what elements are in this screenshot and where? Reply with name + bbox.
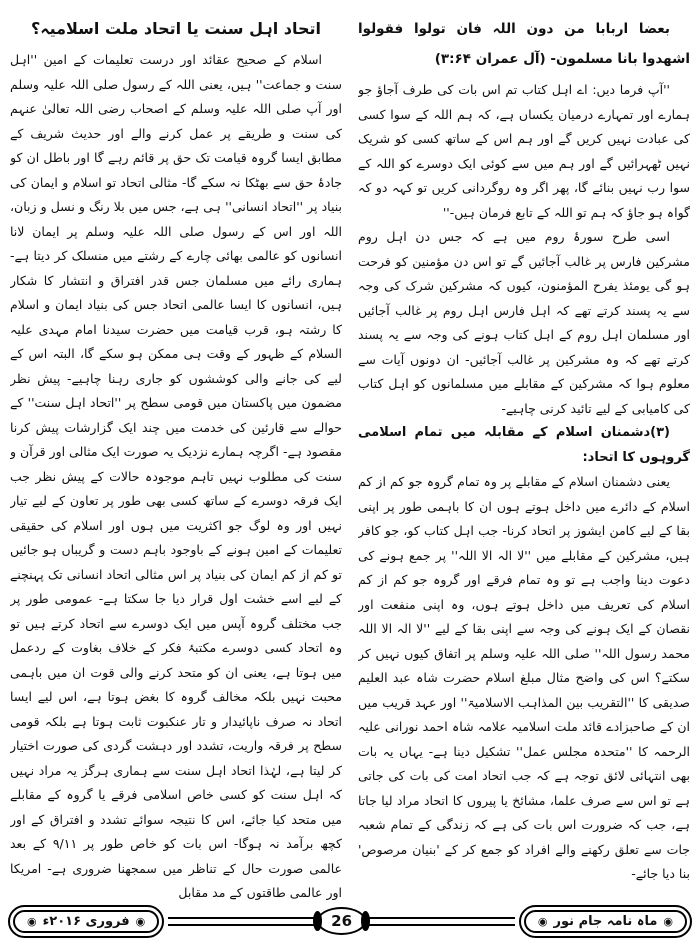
paragraph-verse-translation: ''آپ فرما دیں: اے اہل کتاب تم اس بات کی طرف آجاؤ جو ہمارے اور تمہارے درمیان یکساں ہے، کہ ہم اللہ کے سوا کسی کی عبادت نہیں کریں گے اور ہم اس کے ساتھ کسی کو شریک نہیں ٹھہرائیں گے اور ہم میں سے کوئی ایک دوسرے کو اللہ کے سوا رب نہیں بنائے گا، پھر اگر وہ روگردانی کریں تو کہہ دو کہ گواہ ہو جاؤ کہ ہم تو اللہ کے تابع فرمان ہیں-''	[358, 82, 690, 220]
paragraph-union-of-groups: یعنی دشمنان اسلام کے مقابلے پر وہ تمام گروہ جو کم از کم اسلام کے دائرے میں داخل ہوتے ہوں ان کا باہمی طور پر اپنی بقا کے لیے کامن ایشوز پر اتحاد کرنا- جب اہل کتاب کو، جو کافر ہیں، مشرکین کے مقابلے میں ''لا الہ الا اللہ'' پر جمع ہونے کی دعوت دینا واجب ہے تو وہ تمام فرقے اور گروہ جو کم از کم اسلام کی تعریف میں داخل ہوتے ہوں، وہ اپنی منفعت اور نقصان کے ایک ہونے کی وجہ سے اپنی بقا کے لیے ''لا الہ الا اللہ محمد رسول اللہ'' صلی اللہ علیہ وسلم پر اتفاق کیوں نہیں کر سکتے؟ اس کی واضح مثال مبلغ اسلام حضرت شاہ عبد العلیم صدیقی کا ''التقریب بین المذاہب الاسلامیۃ'' اور عہد قریب میں ان کے صاحبزادے قائد ملت اسلامیہ علامہ شاہ احمد نورانی علیہ الرحمہ کا ''متحدہ مجلس عمل'' تشکیل دینا ہے- یہاں یہ بات بھی انتہائی لائق توجہ ہے کہ جب اتحاد امت کی بات کی جاتی ہے تو اس سے صرف علما، مشائخ یا پیروں کا اتحاد مراد لیا جاتا ہے، جب کہ ضرورت اس بات کی ہے کہ زندگی کے تمام شعبہ جات سے تعلق رکھنے والے افراد کو جمع کر کے 'بنیان مرصوص' بنا دیا جائے-	[358, 474, 690, 881]
page-footer	[6, 902, 694, 940]
article-columns	[10, 14, 690, 900]
column-left	[10, 14, 342, 900]
rosette-icon: ◉	[663, 914, 673, 928]
paragraph-surah-room: اسی طرح سورۂ روم میں ہے کہ جس دن اہل روم مشرکین فارس پر غالب آجائیں گے تو اس دن مؤمنین کو فرحت ہو گی یومئذ یفرح المؤمنون، کیوں کہ مشرکین شرک کی وجہ سے یہ پسند کرتے تھے کہ اہل فارس اہل روم پر غالب آجائیں اور مسلمان اہل روم کے اہل کتاب ہونے کی وجہ سے یہ پسند کرتے تھے کہ وہ مشرکین پر غالب آجائیں- ان دونوں آیات سے معلوم ہوا کہ مشرکین کے مقابلے میں مسلمانوں کو اہل کتاب کی کامیابی کے لیے تائید کرنی چاہیے-	[358, 229, 690, 416]
column-right	[358, 14, 690, 900]
rosette-icon: ◉	[27, 914, 37, 928]
footer-magazine-pill	[524, 910, 687, 933]
paragraph-main: اسلام کے صحیح عقائد اور درست تعلیمات کے امین ''اہل سنت و جماعت'' ہیں، یعنی اللہ کے رسول صلی اللہ علیہ وسلم اور آپ صلی اللہ علیہ وسلم کے اصحاب رضی اللہ تعالیٰ عنہم کی سنت و طریقے پر عمل کرنے والے اور حدیث شریف کے مطابق ایسا گروہ قیامت تک حق پر قائم رہے گا اور باطل ان کو جادۂ حق سے بھٹکا نہ سکے گا- مثالی اتحاد تو اسلام و ایمان کی بنیاد پر ''اتحاد انسانی'' ہی ہے، جس میں بلا رنگ و نسل و زبان، اللہ اور اس کے رسول صلی اللہ علیہ وسلم پر ایمان لانا انسانوں کو عالمی بھائی چارے کے رشتے میں منسلک کر دیتا ہے- ہماری رائے میں مسلمان جس قدر افتراق و انتشار کا شکار ہیں، انسانوں کا ایسا عالمی اتحاد جس کی بنیاد ایمان و اسلام کا رشتہ ہو، قرب قیامت میں حضرت سیدنا امام مہدی علیہ السلام کے ظہور کے وقت ہی ممکن ہو سکے گا، البتہ اس کے لیے کی جانے والی کوششوں کو جاری رہنا چاہیے- پیش نظر مضمون میں پاکستان میں قومی سطح پر ''اتحاد اہل سنت'' کے حوالے سے قارئین کی خدمت میں چند ایک گزارشات پیش کرنا مقصود ہے- اگرچہ ہمارے نزدیک یہ صورت ایک مثالی اور قرآن و سنت کی مطلوب نہیں تاہم موجودہ حالات کے پیش نظر جب ایک فرقہ دوسرے کے ساتھ کسی بھی طور پر تعاون کے لیے تیار نہیں اور وہ لوگ جو اکثریت میں ہوں اور اسلام کی حقیقی تعلیمات کے امین ہونے کے باوجود باہم دست و گریباں ہو جائیں تو کم از کم ایمان کی بنیاد پر اس مثالی اتحاد انسانی تک پہنچنے کے لیے اسے خشت اول قرار دیا جا سکتا ہے- عمومی طور پر جب مختلف گروہ آپس میں ایک دوسرے سے اتحاد کرتے ہیں تو وہ اتحاد کسی دوسرے مکتبۂ فکر کے خلاف بغاوت کے ردعمل میں ہوتا ہے، یعنی ان کو متحد کرنے والی قوت ان میں باہمی محبت نہیں بلکہ مخالف گروہ کا بغض ہوتا ہے، اس لیے ایسا اتحاد نہ صرف ناپائیدار و تار عنکبوت ثابت ہوتا ہے بلکہ قومی سطح پر فرقہ واریت، تشدد اور دہشت گردی کی صورت اختیار کر لیتا ہے، لہٰذا اتحاد اہل سنت سے ہماری ہرگز یہ مراد نہیں کہ اہل سنت کو کسی خاص اسلامی فرقے یا گروہ کے مقابلے میں متحد کیا جائے، اس کا نتیجہ سوائے تشدد و افتراق کے اور کچھ برآمد نہ ہوگا- اس بات کو خاص طور پر ۹/۱۱ کے بعد عالمی صورت حال کے تناظر میں سمجھنا ضروری ہے- امریکا اور عالمی طاقتوں کے مد مقابل	[10, 52, 342, 900]
article-title: اتحاد اہل سنت یا اتحاد ملت اسلامیہ؟	[30, 19, 322, 38]
page-number: 26	[317, 907, 366, 935]
section-heading-union-of-groups: (۳)دشمنان اسلام کے مقابلہ میں تمام اسلامی گروہوں کا اتحاد:	[358, 425, 690, 465]
footer-rule-left	[168, 917, 315, 926]
issue-date: فروری ۲۰۱۶ء	[42, 913, 130, 929]
quran-verse-arabic: بعضا اربابا من دون اللہ فان تولوا فقولوا اشھدوا بانا مسلمون- (آل عمران ۳:۶۴)	[358, 21, 690, 67]
footer-date-pill	[13, 910, 159, 933]
rosette-icon: ◉	[537, 914, 548, 928]
rosette-icon: ◉	[135, 914, 146, 928]
magazine-name: ماہ نامہ جام نور	[553, 913, 658, 929]
footer-rule-right	[368, 917, 515, 926]
